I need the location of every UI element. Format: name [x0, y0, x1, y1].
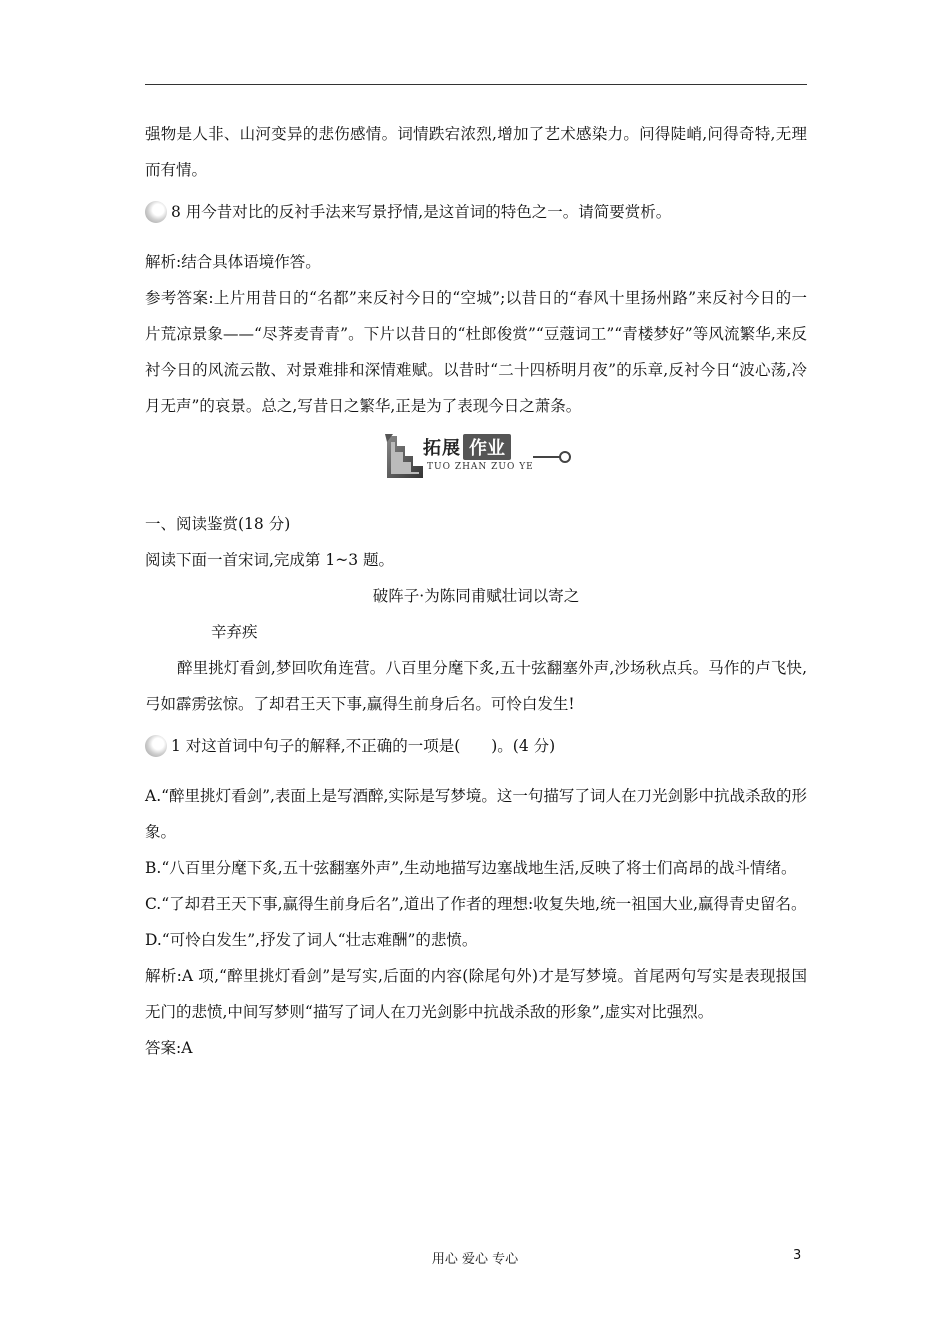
banner-line [533, 456, 561, 458]
question-1-answer: 答案:A [145, 1039, 193, 1057]
option-d: D.“可怜白发生”,抒发了词人“壮志难酬”的悲愤。 [145, 931, 478, 949]
footer-motto: 用心 爱心 专心 [431, 1252, 519, 1267]
option-c: C.“了却君王天下事,赢得生前身后名”,道出了作者的理想:收复失地,统一祖国大业,赢得青史留名。 [145, 895, 807, 913]
question-1-analysis: 解析:A 项,“醉里挑灯看剑”是写实,后面的内容(除尾句外)才是写梦境。首尾两句写实是表现报国无门的悲愤,中间写梦则“描写了词人在刀光剑影中抗战杀敌的形象”,虚实对比强烈。 [145, 967, 807, 1021]
option-b: B.“八百里分麾下炙,五十弦翻塞外声”,生动地描写边塞战地生活,反映了将士们高昂的战斗情绪。 [145, 859, 797, 877]
bullet-circle-icon [145, 735, 167, 757]
question-1 [145, 728, 807, 764]
banner-title-b: 作业 [463, 434, 511, 460]
poem-title: 破阵子·为陈同甫赋壮词以寄之 [372, 587, 580, 605]
question-8-answer: 参考答案:上片用昔日的“名都”来反衬今日的“空城”;以昔日的“春风十里扬州路”来反衬今日的一片荒凉景象——“尽荠麦青青”。下片以昔日的“杜郎俊赏”“豆蔻词工”“青楼梦好”等风流繁华,来反衬今日的风流云散、对景难排和深情难赋。以昔时“二十四桥明月夜”的乐章,反衬今日“波心荡,冷月无声”的哀景。总之,写昔日之繁华,正是为了表现今日之萧条。 [145, 289, 807, 415]
page-number: 3 [793, 1248, 802, 1263]
banner-subtitle: TUO ZHAN ZUO YE [427, 462, 534, 472]
banner-ring-icon [559, 451, 571, 463]
question-1-text: 1 对这首词中句子的解释,不正确的一项是( )。(4 分) [171, 737, 556, 755]
poem-text: 醉里挑灯看剑,梦回吹角连营。八百里分麾下炙,五十弦翻塞外声,沙场秋点兵。马作的卢飞快,弓如霹雳弦惊。了却君王天下事,赢得生前身后名。可怜白发生! [145, 659, 807, 713]
section-instruction: 阅读下面一首宋词,完成第 1~3 题。 [145, 551, 394, 569]
header-rule [145, 84, 807, 85]
page-content [145, 116, 807, 1066]
question-8 [145, 194, 807, 230]
question-8-text: 8 用今昔对比的反衬手法来写景抒情,是这首词的特色之一。请简要赏析。 [171, 203, 672, 221]
question-8-analysis: 解析:结合具体语境作答。 [145, 253, 321, 271]
banner-title-a: 拓展 [423, 438, 461, 459]
intro-text: 强物是人非、山河变异的悲伤感情。词情跌宕浓烈,增加了艺术感染力。问得陡峭,问得奇特,无理而有情。 [145, 125, 807, 179]
poem-author: 辛弃疾 [211, 623, 258, 641]
extension-homework-banner [145, 428, 807, 488]
section-heading: 一、阅读鉴赏(18 分) [145, 515, 291, 533]
bullet-circle-icon [145, 201, 167, 223]
option-a: A.“醉里挑灯看剑”,表面上是写酒醉,实际是写梦境。这一句描写了词人在刀光剑影中抗战杀敌的形象。 [145, 787, 807, 841]
